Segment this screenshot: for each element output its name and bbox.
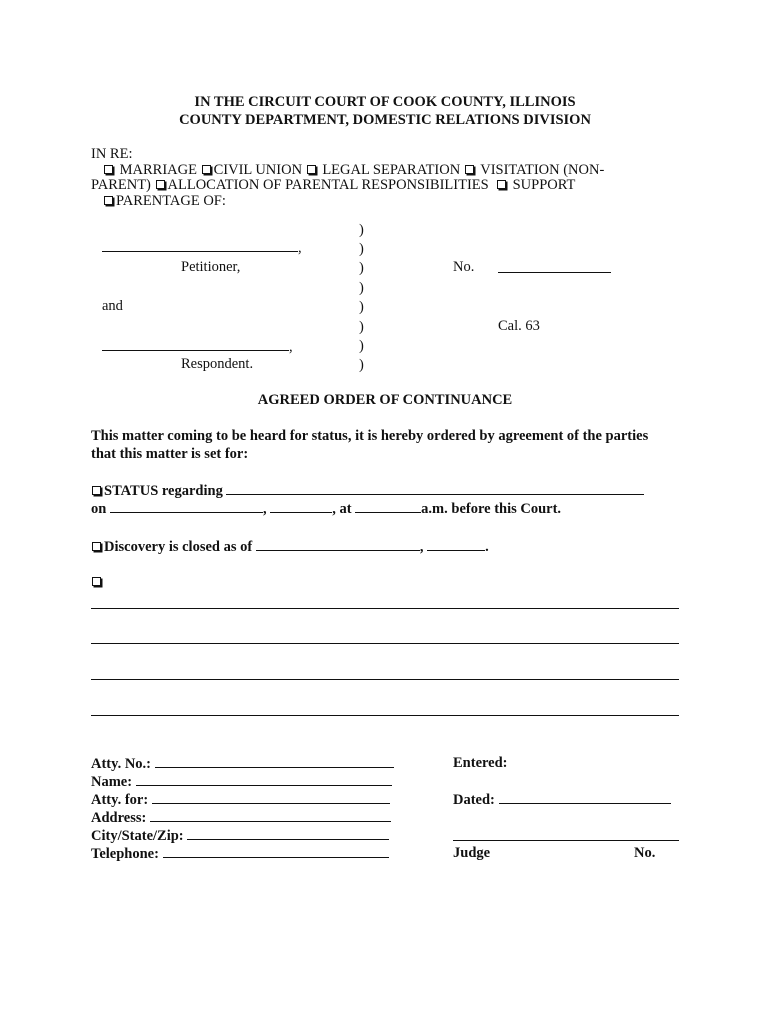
dated-row bbox=[453, 791, 671, 809]
visitation-label-cont: PARENT) bbox=[91, 177, 151, 193]
telephone-label: Telephone: bbox=[91, 846, 159, 862]
court-title: IN THE CIRCUIT COURT OF COOK COUNTY, ILLINOIS bbox=[194, 94, 576, 110]
status-row bbox=[91, 482, 644, 500]
case-type-row-2 bbox=[91, 177, 575, 194]
atty-no-line[interactable] bbox=[155, 755, 394, 768]
caption-paren: ) bbox=[359, 357, 364, 373]
dated-line[interactable] bbox=[499, 791, 671, 804]
respondent-comma: , bbox=[289, 339, 293, 355]
visitation-label: VISITATION (NON- bbox=[480, 162, 605, 178]
marriage-label: MARRIAGE bbox=[119, 162, 197, 178]
discovery-label: Discovery is closed as of bbox=[104, 539, 253, 555]
status-regarding-line[interactable] bbox=[226, 482, 644, 495]
caption-paren: ) bbox=[359, 299, 364, 315]
case-no-label: No. bbox=[453, 259, 475, 275]
atty-for-row bbox=[91, 791, 390, 809]
atty-for-label: Atty. for: bbox=[91, 792, 149, 808]
other-line-1[interactable] bbox=[91, 608, 679, 609]
in-re-label: IN RE: bbox=[91, 146, 133, 162]
order-title: AGREED ORDER OF CONTINUANCE bbox=[257, 392, 513, 408]
order-intro-line-2: that this matter is set for: bbox=[91, 446, 249, 462]
judge-no-label: No. bbox=[634, 845, 656, 861]
name-label: Name: bbox=[91, 774, 133, 790]
other-checkbox[interactable] bbox=[92, 577, 101, 586]
legal-separation-label: LEGAL SEPARATION bbox=[322, 162, 461, 178]
am-text: a.m. before this Court. bbox=[421, 501, 562, 517]
atty-for-line[interactable] bbox=[152, 791, 390, 804]
petitioner-comma: , bbox=[298, 240, 302, 256]
case-no-line[interactable] bbox=[498, 272, 611, 273]
civil-union-label: CIVIL UNION bbox=[213, 162, 303, 178]
atty-no-label: Atty. No.: bbox=[91, 756, 152, 772]
and-label: and bbox=[102, 298, 123, 314]
respondent-name-line[interactable] bbox=[102, 350, 289, 351]
calendar-label: Cal. 63 bbox=[498, 318, 540, 334]
judge-label: Judge bbox=[453, 845, 491, 861]
petitioner-label: Petitioner, bbox=[181, 259, 241, 275]
entered-label: Entered: bbox=[453, 755, 508, 771]
status-time-line[interactable] bbox=[355, 500, 421, 513]
petitioner-name-line[interactable] bbox=[102, 251, 298, 252]
other-row bbox=[91, 574, 104, 591]
allocation-checkbox[interactable] bbox=[156, 180, 165, 189]
caption-paren: ) bbox=[359, 222, 364, 238]
address-line[interactable] bbox=[150, 809, 391, 822]
other-line-4[interactable] bbox=[91, 715, 679, 716]
discovery-comma: , bbox=[419, 539, 424, 555]
discovery-row bbox=[91, 538, 489, 556]
other-line-3[interactable] bbox=[91, 679, 679, 680]
caption-paren: ) bbox=[359, 319, 364, 335]
other-line-2[interactable] bbox=[91, 643, 679, 644]
name-line[interactable] bbox=[136, 773, 392, 786]
legal-separation-checkbox[interactable] bbox=[307, 165, 316, 174]
discovery-checkbox[interactable] bbox=[92, 542, 101, 551]
atty-no-row bbox=[91, 755, 394, 773]
visitation-checkbox[interactable] bbox=[465, 165, 474, 174]
status-label: STATUS regarding bbox=[104, 483, 223, 499]
caption-paren: ) bbox=[359, 241, 364, 257]
discovery-year-line[interactable] bbox=[427, 538, 485, 551]
city-label: City/State/Zip: bbox=[91, 828, 184, 844]
support-label: SUPPORT bbox=[512, 177, 576, 193]
order-intro-line-1: This matter coming to be heard for status, it is hereby ordered by agreement of the parties bbox=[91, 428, 649, 444]
division-title: COUNTY DEPARTMENT, DOMESTIC RELATIONS DIVISION bbox=[179, 112, 591, 128]
address-row bbox=[91, 809, 391, 827]
respondent-label: Respondent. bbox=[181, 356, 254, 372]
caption-paren: ) bbox=[359, 338, 364, 354]
status-date-line[interactable] bbox=[110, 500, 263, 513]
at-label: , at bbox=[332, 501, 352, 517]
support-checkbox[interactable] bbox=[497, 180, 506, 189]
on-label: on bbox=[91, 501, 107, 517]
allocation-label: ALLOCATION OF PARENTAL RESPONSIBILITIES bbox=[167, 177, 489, 193]
telephone-line[interactable] bbox=[163, 845, 389, 858]
status-checkbox[interactable] bbox=[92, 486, 101, 495]
judge-signature-line[interactable] bbox=[453, 840, 679, 841]
parentage-label: PARENTAGE OF: bbox=[116, 193, 226, 209]
name-row bbox=[91, 773, 392, 791]
dated-label: Dated: bbox=[453, 792, 495, 808]
status-date-row bbox=[91, 500, 561, 518]
city-row bbox=[91, 827, 389, 845]
parentage-checkbox[interactable] bbox=[104, 196, 113, 205]
status-year-line[interactable] bbox=[270, 500, 332, 513]
discovery-date-line[interactable] bbox=[256, 538, 420, 551]
city-line[interactable] bbox=[187, 827, 389, 840]
caption-paren: ) bbox=[359, 280, 364, 296]
caption-paren: ) bbox=[359, 260, 364, 276]
marriage-checkbox[interactable] bbox=[104, 165, 113, 174]
address-label: Address: bbox=[91, 810, 147, 826]
discovery-period: . bbox=[485, 539, 489, 555]
telephone-row bbox=[91, 845, 389, 863]
case-type-row-3 bbox=[103, 193, 226, 210]
date-comma: , bbox=[262, 501, 267, 517]
civil-union-checkbox[interactable] bbox=[202, 165, 211, 174]
